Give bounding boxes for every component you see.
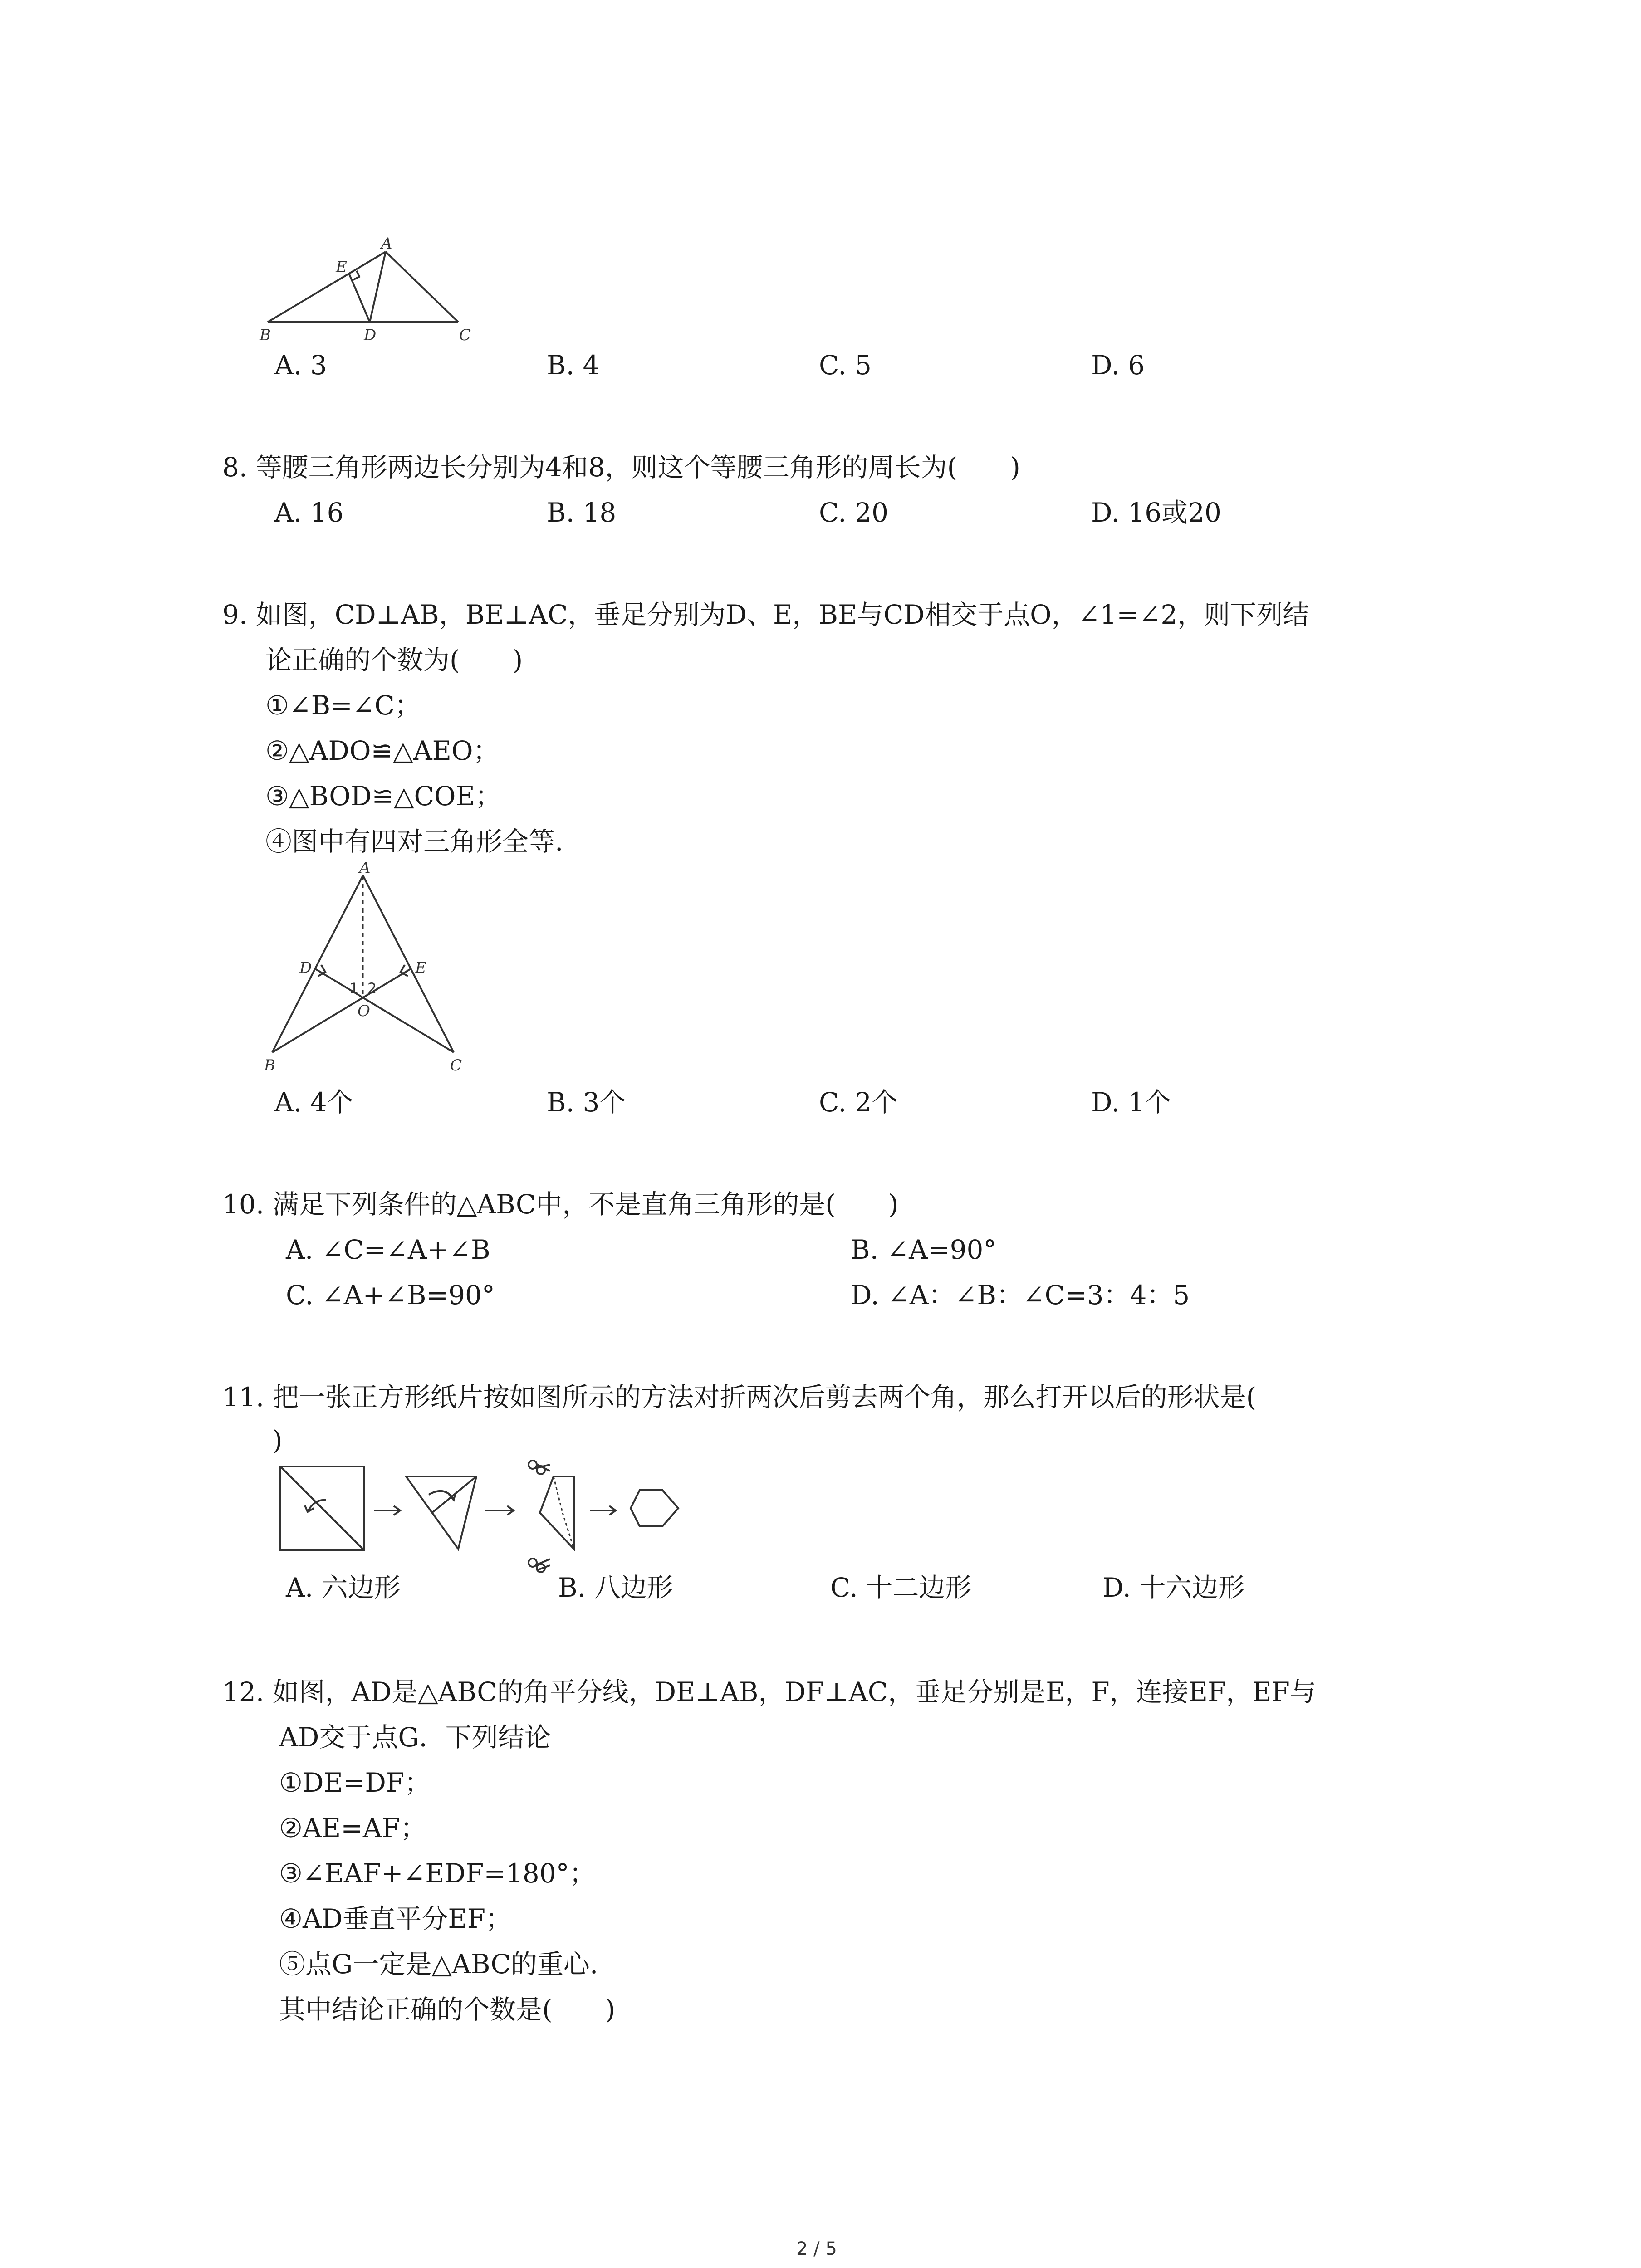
q9-option-d: D. 1个 xyxy=(1091,1087,1171,1118)
q9-figure xyxy=(254,862,463,1080)
q7-option-b: B. 4 xyxy=(547,350,600,381)
q9-label-1: 1 xyxy=(349,980,359,997)
q7-option-a: A. 3 xyxy=(274,350,327,381)
q10-option-d: D. ∠A：∠B：∠C=3：4：5 xyxy=(851,1280,1190,1310)
page-number: 2 / 5 xyxy=(796,2239,837,2259)
q11-option-d: D. 十六边形 xyxy=(1102,1572,1245,1603)
q9-stem-line1: 9. 如图，CD⊥AB，BE⊥AC，垂足分别为D、E，BE与CD相交于点O，∠1=∠2，则下列结 xyxy=(222,599,1309,630)
q11-figure xyxy=(272,1458,708,1576)
q11-option-c: C. 十二边形 xyxy=(830,1572,972,1603)
q8-stem: 8. 等腰三角形两边长分别为4和8，则这个等腰三角形的周长为( ) xyxy=(222,452,1020,483)
q10-option-b: B. ∠A=90° xyxy=(851,1234,997,1265)
q12-closing: 其中结论正确的个数是( ) xyxy=(279,1994,616,2025)
q7-label-b: B xyxy=(260,326,271,344)
q8-option-d: D. 16或20 xyxy=(1091,497,1221,528)
q8-option-a: A. 16 xyxy=(274,497,344,528)
q12-stem-line2: AD交于点G．下列结论 xyxy=(279,1722,551,1753)
q11-stem-line2: ) xyxy=(272,1425,283,1456)
q9-item-1: ①∠B=∠C； xyxy=(265,690,421,721)
q7-label-a: A xyxy=(381,236,392,253)
q8-option-b: B. 18 xyxy=(547,497,617,528)
q10-option-c: C. ∠A+∠B=90° xyxy=(286,1280,495,1310)
q9-item-3: ③△BOD≌△COE； xyxy=(265,781,501,811)
q7-option-c: C. 5 xyxy=(819,350,872,381)
q12-stem-line1: 12. 如图，AD是△ABC的角平分线，DE⊥AB，DF⊥AC，垂足分别是E，F，连接EF，EF与 xyxy=(222,1677,1316,1707)
q12-item-1: ①DE=DF； xyxy=(279,1767,431,1798)
q11-stem-line1: 11. 把一张正方形纸片按如图所示的方法对折两次后剪去两个角，那么打开以后的形状是( xyxy=(222,1382,1257,1413)
q7-figure xyxy=(254,236,508,345)
q9-label-o: O xyxy=(358,1002,370,1020)
q12-item-3: ③∠EAF+∠EDF=180°； xyxy=(279,1858,596,1889)
q10-option-a: A. ∠C=∠A+∠B xyxy=(286,1234,490,1265)
q10-stem: 10. 满足下列条件的△ABC中，不是直角三角形的是( ) xyxy=(222,1189,899,1220)
q7-label-d: D xyxy=(364,326,377,344)
q12-item-5: ⑤点G一定是△ABC的重心. xyxy=(279,1949,598,1980)
q9-option-c: C. 2个 xyxy=(819,1087,898,1118)
q9-stem-line2: 论正确的个数为( ) xyxy=(265,645,523,675)
q9-label-e: E xyxy=(415,959,426,977)
q7-option-d: D. 6 xyxy=(1091,350,1145,381)
q9-item-2: ②△ADO≌△AEO； xyxy=(265,735,500,766)
q9-label-d: D xyxy=(299,959,312,977)
q12-item-4: ④AD垂直平分EF； xyxy=(279,1903,512,1934)
q9-label-b: B xyxy=(264,1056,275,1075)
q11-option-a: A. 六边形 xyxy=(286,1572,401,1603)
q11-option-b: B. 八边形 xyxy=(558,1572,673,1603)
q7-label-e: E xyxy=(336,258,347,276)
q9-label-a: A xyxy=(359,862,371,877)
q9-item-4: ④图中有四对三角形全等. xyxy=(265,826,563,857)
q9-label-c: C xyxy=(450,1056,462,1075)
q12-item-2: ②AE=AF； xyxy=(279,1813,426,1843)
q8-option-c: C. 20 xyxy=(819,497,888,528)
q7-label-c: C xyxy=(459,326,471,344)
q9-option-b: B. 3个 xyxy=(547,1087,626,1118)
q9-label-2: 2 xyxy=(367,980,377,997)
q9-option-a: A. 4个 xyxy=(274,1087,353,1118)
